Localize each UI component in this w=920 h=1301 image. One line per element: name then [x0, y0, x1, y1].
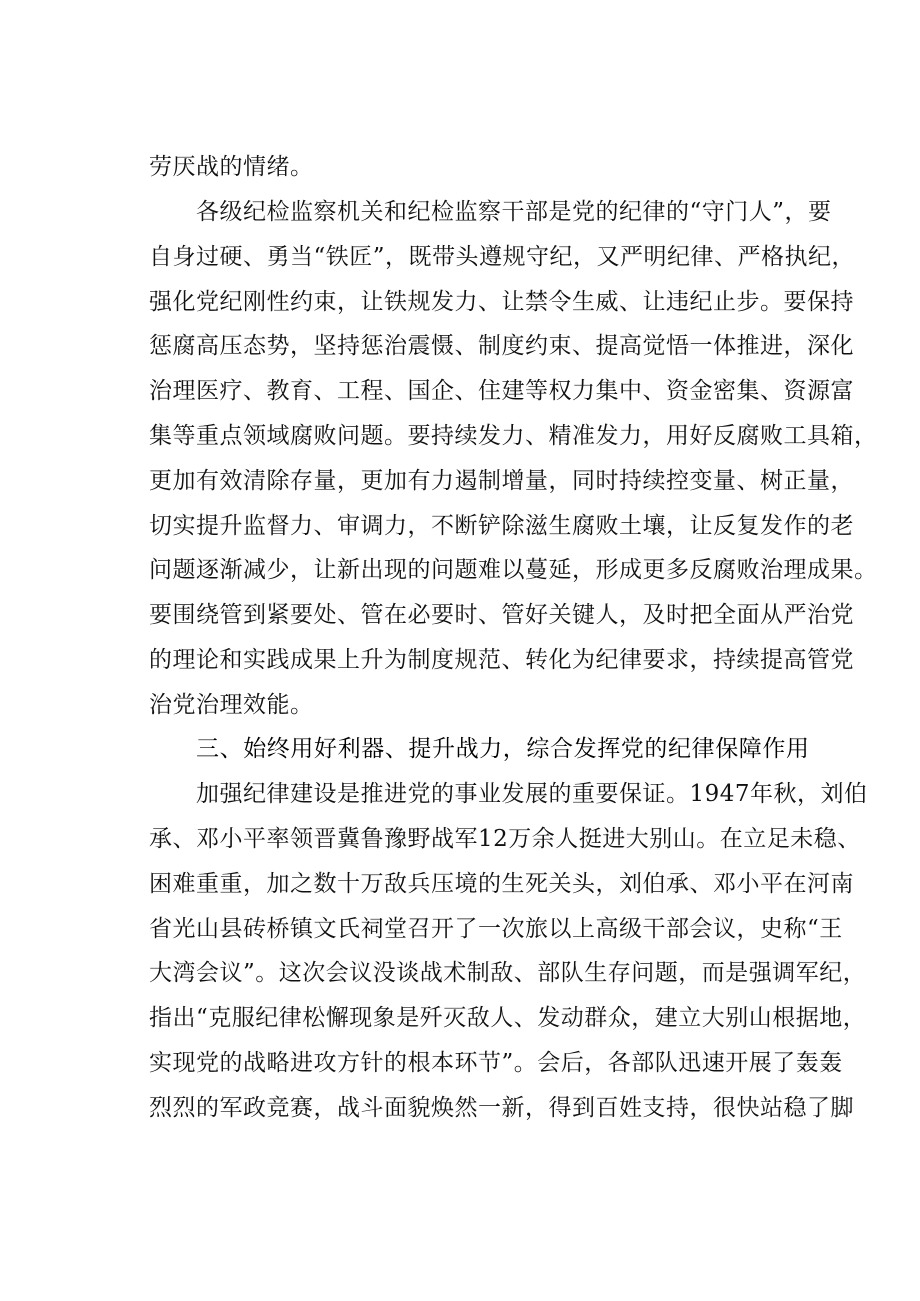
paragraph-line: 的理论和实践成果上升为制度规范、转化为纪律要求，持续提高管党 — [149, 647, 854, 673]
paragraph-line: 强化党纪刚性约束，让铁规发力、让禁令生威、让违纪止步。要保持 — [149, 289, 854, 315]
paragraph-line: 问题逐渐减少，让新出现的问题难以蔓延，形成更多反腐败治理成果。 — [149, 557, 878, 583]
paragraph-line: 各级纪检监察机关和纪检监察干部是党的纪律的“守门人”，要 — [196, 199, 832, 225]
paragraph-line: 劳厌战的情绪。 — [149, 154, 314, 180]
paragraph-line: 大湾会议”。这次会议没谈战术制敌、部队生存问题，而是强调军纪， — [149, 960, 867, 986]
section-heading: 三、始终用好利器、提升战力，综合发挥党的纪律保障作用 — [196, 736, 809, 762]
paragraph-line: 惩腐高压态势，坚持惩治震慑、制度约束、提高觉悟一体推进，深化 — [149, 333, 854, 359]
paragraph-line: 指出“克服纪律松懈现象是歼灭敌人、发动群众，建立大别山根据地， — [149, 1005, 867, 1031]
paragraph-line: 实现党的战略进攻方针的根本环节”。会后，各部队迅速开展了轰轰 — [149, 1050, 843, 1076]
paragraph-line: 加强纪律建设是推进党的事业发展的重要保证。1947年秋，刘伯 — [196, 781, 868, 807]
paragraph-line: 集等重点领域腐败问题。要持续发力、精准发力，用好反腐败工具箱， — [149, 423, 878, 449]
paragraph-line: 切实提升监督力、审调力，不断铲除滋生腐败土壤，让反复发作的老 — [149, 513, 854, 539]
paragraph-line: 要围绕管到紧要处、管在必要时、管好关键人，及时把全面从严治党 — [149, 602, 854, 628]
paragraph-line: 治党治理效能。 — [149, 692, 314, 718]
paragraph-line: 自身过硬、勇当“铁匠”，既带头遵规守纪，又严明纪律、严格执纪， — [149, 244, 856, 270]
paragraph-line: 承、邓小平率领晋冀鲁豫野战军12万余人挺进大别山。在立足未稳、 — [149, 826, 861, 852]
paragraph-line: 省光山县砖桥镇文氏祠堂召开了一次旅以上高级干部会议，史称“王 — [149, 916, 843, 942]
paragraph-line: 治理医疗、教育、工程、国企、住建等权力集中、资金密集、资源富 — [149, 378, 854, 404]
paragraph-line: 烈烈的军政竞赛，战斗面貌焕然一新，得到百姓支持，很快站稳了脚 — [149, 1095, 854, 1121]
paragraph-line: 更加有效清除存量，更加有力遏制增量，同时持续控变量、树正量， — [149, 468, 854, 494]
paragraph-line: 困难重重，加之数十万敌兵压境的生死关头，刘伯承、邓小平在河南 — [149, 871, 854, 897]
